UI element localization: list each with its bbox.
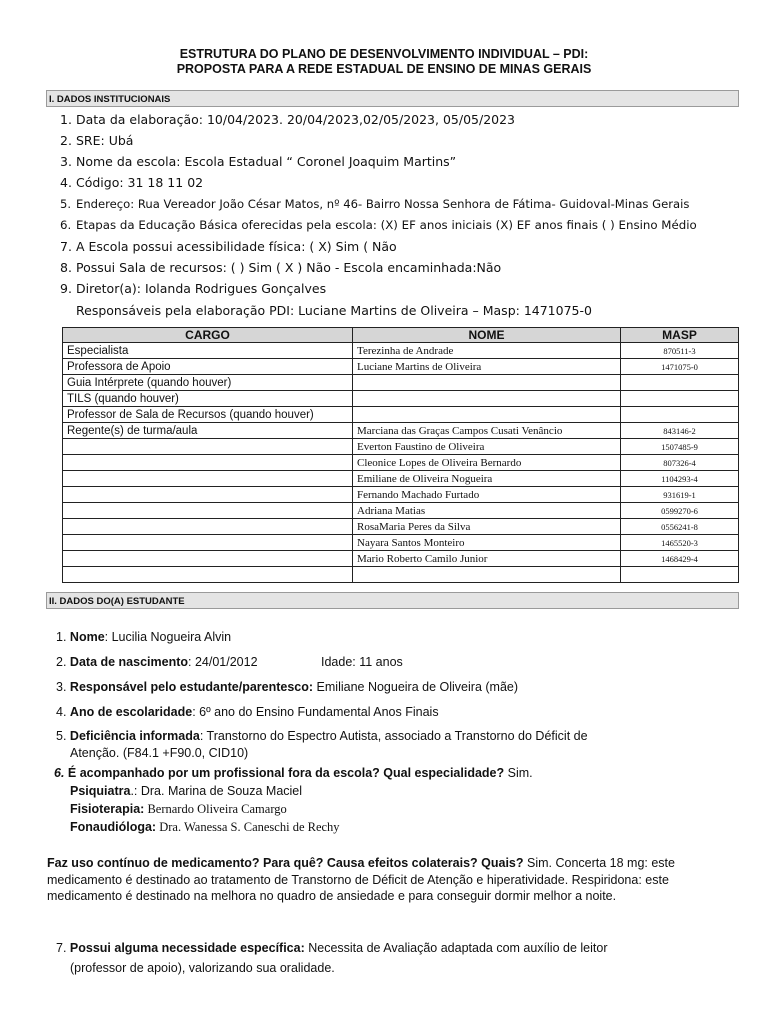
staff-table-body <box>63 343 739 583</box>
column-header-masp: MASP <box>621 328 739 343</box>
cell-nome: Emiliane de Oliveira Nogueira <box>353 471 621 487</box>
student-birth-line: 2. Data de nascimento: 24/01/2012 <box>56 655 258 669</box>
cell-cargo <box>63 503 353 519</box>
cell-masp: 1465520-3 <box>621 535 739 551</box>
cell-masp: 1468429-4 <box>621 551 739 567</box>
list-item: 4. Código: 31 18 11 02 <box>60 175 204 190</box>
psychiatrist-line: Psiquiatra.: Dra. Marina de Souza Maciel <box>70 784 303 798</box>
cell-cargo <box>63 567 353 583</box>
cell-nome <box>353 567 621 583</box>
table-row <box>63 567 739 583</box>
table-row <box>63 503 739 519</box>
cell-masp <box>621 391 739 407</box>
cell-nome: Fernando Machado Furtado <box>353 487 621 503</box>
table-row <box>63 519 739 535</box>
table-row <box>63 439 739 455</box>
cell-cargo <box>63 455 353 471</box>
student-grade-line: 4. Ano de escolaridade: 6º ano do Ensino Fundamental Anos Finais <box>56 705 439 719</box>
section-institutional-heading: I. DADOS INSTITUCIONAIS <box>46 90 739 107</box>
table-row <box>63 359 739 375</box>
list-item: 3. Nome da escola: Escola Estadual “ Coronel Joaquim Martins” <box>60 154 457 169</box>
cell-cargo <box>63 439 353 455</box>
cell-cargo: TILS (quando houver) <box>63 391 353 407</box>
table-row <box>63 423 739 439</box>
cell-nome <box>353 407 621 423</box>
cell-cargo <box>63 535 353 551</box>
column-header-cargo: CARGO <box>63 328 353 343</box>
specific-need-line: 7. Possui alguma necessidade específica: Necessita de Avaliação adaptada com auxílio de leitor <box>56 941 608 955</box>
cell-masp: 0556241-8 <box>621 519 739 535</box>
cell-nome <box>353 375 621 391</box>
cell-cargo: Guia Intérprete (quando houver) <box>63 375 353 391</box>
table-row <box>63 535 739 551</box>
table-row <box>63 455 739 471</box>
cell-cargo <box>63 471 353 487</box>
table-row <box>63 375 739 391</box>
table-row <box>63 407 739 423</box>
cell-masp: 931619-1 <box>621 487 739 503</box>
cell-cargo <box>63 551 353 567</box>
cell-masp <box>621 375 739 391</box>
cell-nome: RosaMaria Peres da Silva <box>353 519 621 535</box>
staff-table <box>62 327 739 583</box>
cell-nome: Everton Faustino de Oliveira <box>353 439 621 455</box>
cell-cargo <box>63 519 353 535</box>
cell-masp: 1507485-9 <box>621 439 739 455</box>
cell-masp: 0599270-6 <box>621 503 739 519</box>
list-item: 9. Diretor(a): Iolanda Rodrigues Gonçalves <box>60 281 327 296</box>
list-item: 6. Etapas da Educação Básica oferecidas pela escola: (X) EF anos iniciais (X) EF anos finais ( ) Ensino Médio <box>60 218 697 232</box>
cell-nome: Cleonice Lopes de Oliveira Bernardo <box>353 455 621 471</box>
student-followup-line: 6. É acompanhado por um profissional fora da escola? Qual especialidade? Sim. <box>54 766 533 780</box>
pdi-responsible-text: Responsáveis pela elaboração PDI: Luciane Martins de Oliveira – Masp: 1471075-0 <box>76 303 592 318</box>
cell-nome: Terezinha de Andrade <box>353 343 621 359</box>
table-row <box>63 551 739 567</box>
cell-nome: Adriana Matias <box>353 503 621 519</box>
list-item: 8. Possui Sala de recursos: ( ) Sim ( X ) Não - Escola encaminhada:Não <box>60 260 502 275</box>
medication-paragraph: Faz uso contínuo de medicamento? Para quê? Causa efeitos colaterais? Quais? Sim. Concerta 18 mg: este medicamento é destinado ao tratamento de Transtorno de Déficit de Atenção e hiperatividade. Respiridona: este medicamento é destinado na melhora no quadro de ansiedade e para conseguir dormir melhor a noite. <box>47 856 675 903</box>
list-item: 1. Data da elaboração: 10/04/2023. 20/04/2023,02/05/2023, 05/05/2023 <box>60 112 516 127</box>
cell-masp: 843146-2 <box>621 423 739 439</box>
student-guardian-line: 3. Responsável pelo estudante/parentesco: Emiliane Nogueira de Oliveira (mãe) <box>56 680 519 694</box>
student-name-line: 1. Nome: Lucilia Nogueira Alvin <box>56 630 232 644</box>
table-row <box>63 391 739 407</box>
specific-need-line2: (professor de apoio), valorizando sua oralidade. <box>70 961 335 975</box>
table-row <box>63 343 739 359</box>
student-age: Idade: 11 anos <box>321 655 403 669</box>
speech-therapy-line: Fonaudióloga: Dra. Wanessa S. Caneschi de Rechy <box>70 820 340 834</box>
cell-cargo: Professora de Apoio <box>63 359 353 375</box>
cell-masp <box>621 567 739 583</box>
cell-masp: 1471075-0 <box>621 359 739 375</box>
cell-masp: 807326-4 <box>621 455 739 471</box>
cell-nome: Marciana das Graças Campos Cusati Venâncio <box>353 423 621 439</box>
cell-nome: Nayara Santos Monteiro <box>353 535 621 551</box>
cell-masp: 1104293-4 <box>621 471 739 487</box>
cell-cargo: Professor de Sala de Recursos (quando houver) <box>63 407 353 423</box>
cell-nome <box>353 391 621 407</box>
cell-nome: Mario Roberto Camilo Junior <box>353 551 621 567</box>
document-title-line2: PROPOSTA PARA A REDE ESTADUAL DE ENSINO DE MINAS GERAIS <box>176 62 592 76</box>
cell-nome: Luciane Martins de Oliveira <box>353 359 621 375</box>
student-disability-line2: Atenção. (F84.1 +F90.0, CID10) <box>70 746 249 760</box>
table-row <box>63 487 739 503</box>
section-student-heading: II. DADOS DO(A) ESTUDANTE <box>46 592 739 609</box>
list-item: 5. Endereço: Rua Vereador João César Matos, nº 46- Bairro Nossa Senhora de Fátima- Guidoval-Minas Gerais <box>60 197 690 211</box>
table-header-row <box>63 328 739 343</box>
student-disability-line: 5. Deficiência informada: Transtorno do Espectro Autista, associado a Transtorno do Déficit de <box>56 729 588 743</box>
table-row <box>63 471 739 487</box>
list-item: 7. A Escola possui acessibilidade física: ( X) Sim ( Não <box>60 239 397 254</box>
cell-cargo <box>63 487 353 503</box>
cell-cargo: Regente(s) de turma/aula <box>63 423 353 439</box>
cell-masp <box>621 407 739 423</box>
cell-masp: 870511-3 <box>621 343 739 359</box>
physiotherapy-line: Fisioterapia: Bernardo Oliveira Camargo <box>70 802 287 816</box>
column-header-nome: NOME <box>353 328 621 343</box>
document-title-line1: ESTRUTURA DO PLANO DE DESENVOLVIMENTO INDIVIDUAL – PDI: <box>179 47 589 61</box>
cell-cargo: Especialista <box>63 343 353 359</box>
list-item: 2. SRE: Ubá <box>60 133 134 148</box>
